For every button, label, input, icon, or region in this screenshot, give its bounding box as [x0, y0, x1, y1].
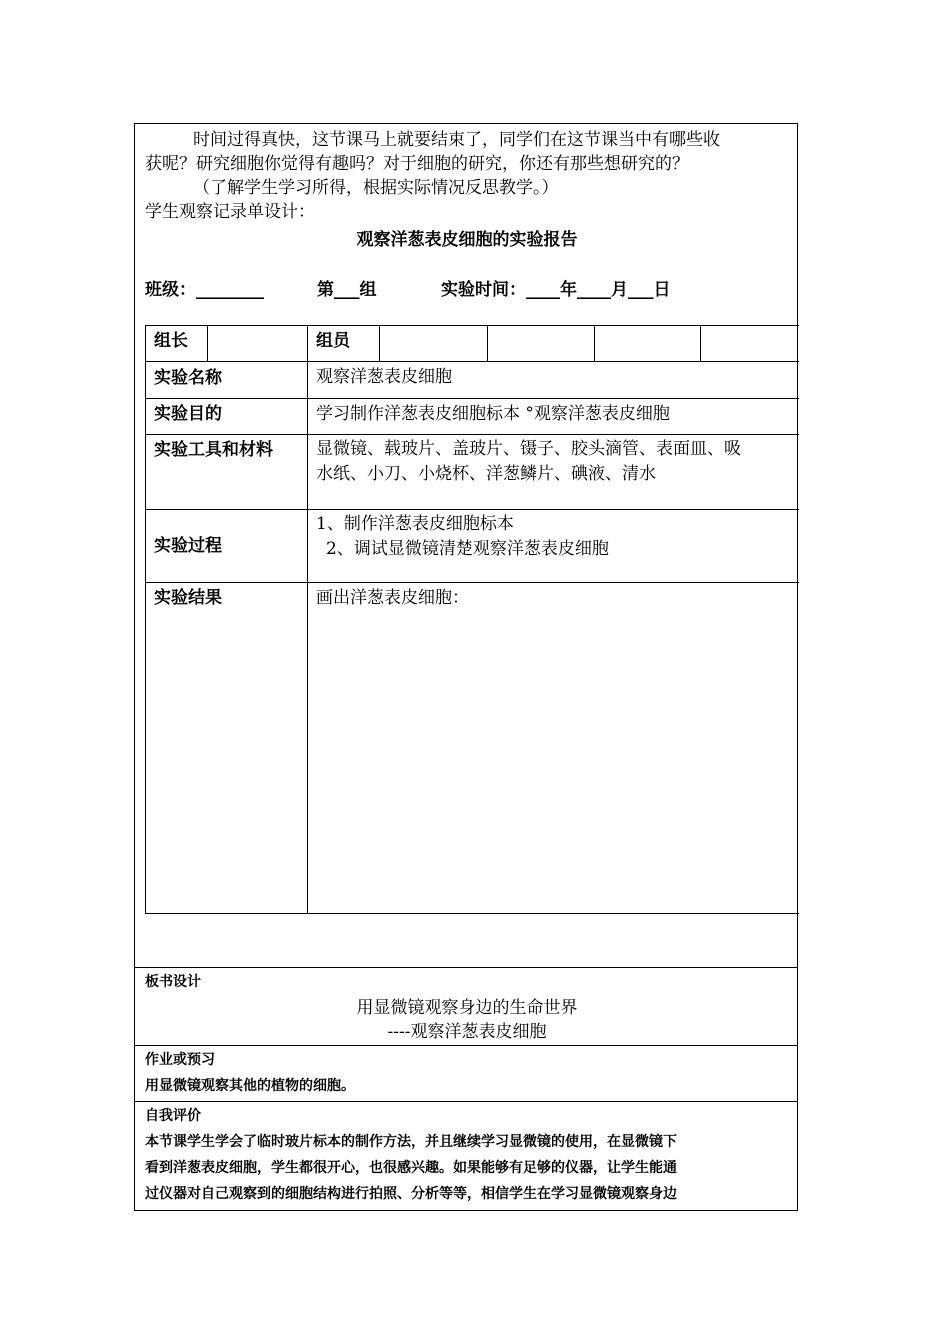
intro-line-1: 时间过得真快，这节课马上就要结束了，同学们在这节课当中有哪些收 — [193, 130, 720, 150]
members-row — [146, 326, 799, 362]
evaluation-heading: 自我评价 — [145, 1108, 201, 1124]
intro-line-3: （了解学生学习所得，根据实际情况反思教学。） — [193, 178, 559, 198]
members-label: 组员 — [316, 331, 350, 351]
evaluation-line-2: 看到洋葱表皮细胞，学生都很开心，也很感兴趣。如果能够有足够的仪器，让学生能通 — [145, 1160, 677, 1176]
board-line-2: ----观察洋葱表皮细胞 — [387, 1022, 547, 1042]
experiment-report-table — [145, 325, 799, 914]
evaluation-line-3: 过仪器对自己观察到的细胞结构进行拍照、分析等等，相信学生在学习显微镜观察身边 — [145, 1186, 677, 1202]
homework-heading: 作业或预习 — [145, 1052, 215, 1068]
intro-line-4: 学生观察记录单设计： — [145, 202, 315, 222]
divider — [135, 1101, 797, 1102]
table-row — [146, 582, 799, 914]
board-heading: 板书设计 — [145, 974, 201, 990]
row-value-line-1: 显微镜、载玻片、盖玻片、镊子、胶头滴管、表面皿、吸 — [316, 439, 741, 459]
row-value-line-2: 2、调试显微镜清楚观察洋葱表皮细胞 — [326, 539, 609, 559]
leader-label: 组长 — [154, 331, 188, 351]
table-row — [146, 398, 799, 435]
row-label: 实验结果 — [154, 588, 222, 608]
group-field: 第___组 — [317, 280, 377, 300]
homework-text: 用显微镜观察其他的植物的细胞。 — [145, 1078, 355, 1094]
divider — [135, 1045, 797, 1046]
row-label: 实验过程 — [154, 536, 222, 556]
row-value: 学习制作洋葱表皮细胞标本 °观察洋葱表皮细胞 — [316, 404, 670, 424]
lesson-plan-frame — [134, 123, 798, 1211]
row-label: 实验工具和材料 — [154, 440, 273, 460]
report-title: 观察洋葱表皮细胞的实验报告 — [356, 230, 578, 250]
evaluation-line-1: 本节课学生学会了临时玻片标本的制作方法，并且继续学习显微镜的使用，在显微镜下 — [145, 1134, 677, 1150]
date-field: 实验时间：____年____月___日 — [441, 280, 671, 300]
row-value: 观察洋葱表皮细胞 — [316, 367, 452, 387]
table-row — [146, 509, 799, 583]
board-line-1: 用显微镜观察身边的生命世界 — [356, 998, 578, 1018]
row-value-line-1: 1、制作洋葱表皮细胞标本 — [316, 514, 514, 534]
row-label: 实验目的 — [154, 404, 222, 424]
table-row — [146, 361, 799, 399]
row-value: 画出洋葱表皮细胞： — [316, 588, 469, 608]
divider — [135, 967, 797, 968]
row-label: 实验名称 — [154, 368, 222, 388]
intro-line-2: 获呢？研究细胞你觉得有趣吗？对于细胞的研究，你还有那些想研究的？ — [145, 154, 689, 174]
row-value-line-2: 水纸、小刀、小烧杯、洋葱鳞片、碘液、清水 — [316, 464, 656, 484]
table-row — [146, 434, 799, 510]
class-field: 班级：________ — [145, 280, 264, 300]
